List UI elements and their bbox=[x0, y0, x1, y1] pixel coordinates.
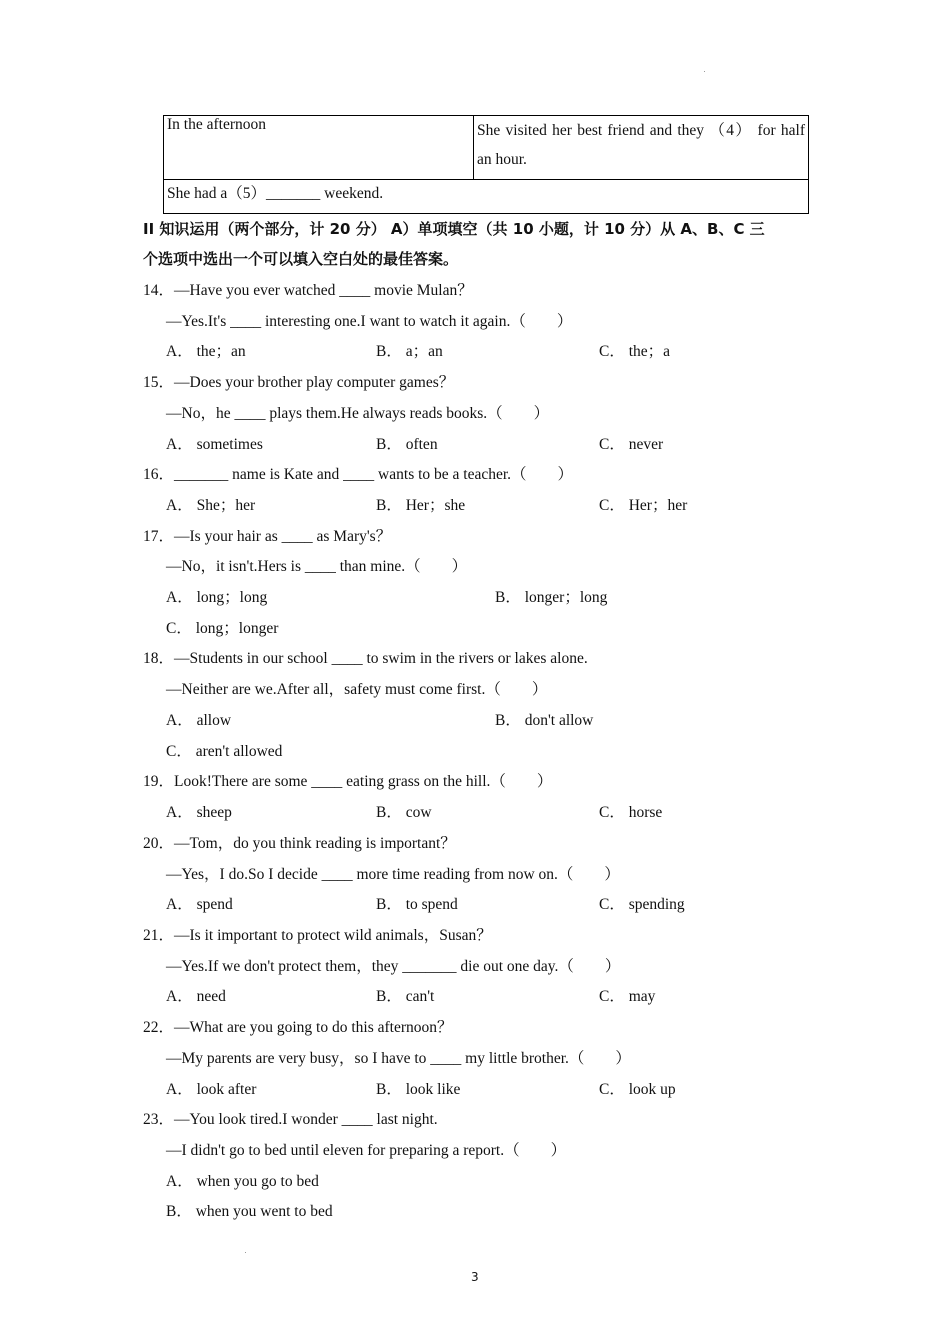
question-text: —Students in our school ____ to swim in the rivers or lakes alone. bbox=[174, 650, 588, 667]
option-b[interactable]: B． don't allow bbox=[495, 712, 594, 729]
option-a[interactable]: A． look after bbox=[166, 1081, 257, 1098]
question-15-stem bbox=[143, 370, 454, 392]
question-14-stem bbox=[143, 278, 473, 300]
option-b[interactable]: B． longer；long bbox=[495, 589, 608, 606]
section-heading-line1: II 知识运用（两个部分，计 20 分） A）单项填空（共 10 小题，计 10 分）从 A、B、C 三 bbox=[143, 220, 765, 238]
question-number: 17． bbox=[143, 528, 175, 545]
option-b[interactable]: B． a；an bbox=[376, 343, 443, 360]
question-23-stem bbox=[143, 1107, 438, 1129]
question-20-reply: —Yes，I do.So I decide ____ more time reading from now on.（ ） bbox=[166, 866, 620, 883]
option-b[interactable]: B． to spend bbox=[376, 896, 458, 913]
question-19-stem bbox=[143, 769, 552, 791]
option-a[interactable]: A． sheep bbox=[166, 804, 232, 821]
question-text: Look!There are some ____ eating grass on the hill.（ ） bbox=[174, 773, 553, 790]
question-number: 14． bbox=[143, 282, 175, 299]
question-22-reply: —My parents are very busy，so I have to ____ my little brother.（ ） bbox=[166, 1050, 631, 1067]
question-18-stem bbox=[143, 646, 588, 668]
question-15-reply: —No，he ____ plays them.He always reads books.（ ） bbox=[166, 405, 550, 422]
table-row bbox=[164, 180, 809, 214]
question-number: 20． bbox=[143, 835, 175, 852]
option-a[interactable]: A． allow bbox=[166, 712, 232, 729]
option-c[interactable]: C． aren't allowed bbox=[166, 743, 283, 760]
option-c[interactable]: C． the；a bbox=[599, 343, 671, 360]
option-a[interactable]: A． the；an bbox=[166, 343, 246, 360]
question-17-stem bbox=[143, 524, 391, 546]
question-text: —Have you ever watched ____ movie Mulan？ bbox=[174, 282, 473, 299]
option-a[interactable]: A． need bbox=[166, 988, 226, 1005]
option-c[interactable]: C． look up bbox=[599, 1081, 676, 1098]
question-number: 19． bbox=[143, 773, 175, 790]
question-18-reply: —Neither are we.After all，safety must come first.（ ） bbox=[166, 681, 548, 698]
bottom-dot bbox=[245, 1252, 246, 1253]
question-number: 15． bbox=[143, 374, 175, 391]
option-a[interactable]: A． long；long bbox=[166, 589, 268, 606]
table-cell-summary: She had a（5）_______ weekend. bbox=[164, 180, 809, 214]
question-text: —Is your hair as ____ as Mary's？ bbox=[174, 528, 392, 545]
question-21-stem bbox=[143, 923, 492, 945]
question-text: _______ name is Kate and ____ wants to be a teacher.（ ） bbox=[174, 466, 574, 483]
question-16-stem bbox=[143, 462, 573, 484]
question-22-stem bbox=[143, 1015, 453, 1037]
story-table bbox=[163, 115, 809, 214]
option-a[interactable]: A． sometimes bbox=[166, 436, 263, 453]
question-17-reply: —No，it isn't.Hers is ____ than mine.（ ） bbox=[166, 558, 468, 575]
question-number: 16． bbox=[143, 466, 175, 483]
question-text: —Is it important to protect wild animals，Susan？ bbox=[174, 927, 492, 944]
option-a[interactable]: A． She；her bbox=[166, 497, 256, 514]
option-b[interactable]: B． when you went to bed bbox=[166, 1203, 333, 1220]
table-cell-time: In the afternoon bbox=[164, 116, 474, 180]
section-heading-line2: 个选项中选出一个可以填入空白处的最佳答案。 bbox=[143, 250, 459, 268]
option-c[interactable]: C． long；longer bbox=[166, 620, 279, 637]
question-number: 23． bbox=[143, 1111, 175, 1128]
question-21-reply: —Yes.If we don't protect them，they _______ die out one day.（ ） bbox=[166, 958, 621, 975]
option-c[interactable]: C． Her；her bbox=[599, 497, 688, 514]
question-number: 18． bbox=[143, 650, 175, 667]
question-text: —You look tired.I wonder ____ last night. bbox=[174, 1111, 438, 1128]
option-b[interactable]: B． often bbox=[376, 436, 438, 453]
question-20-stem bbox=[143, 831, 456, 853]
option-b[interactable]: B． cow bbox=[376, 804, 432, 821]
option-b[interactable]: B． can't bbox=[376, 988, 435, 1005]
option-b[interactable]: B． look like bbox=[376, 1081, 461, 1098]
option-b[interactable]: B． Her；she bbox=[376, 497, 466, 514]
option-c[interactable]: C． spending bbox=[599, 896, 685, 913]
question-text: —Does your brother play computer games？ bbox=[174, 374, 455, 391]
question-text: —What are you going to do this afternoon？ bbox=[174, 1019, 453, 1036]
question-number: 21． bbox=[143, 927, 175, 944]
option-a[interactable]: A． spend bbox=[166, 896, 233, 913]
option-c[interactable]: C． horse bbox=[599, 804, 663, 821]
option-c[interactable]: C． never bbox=[599, 436, 664, 453]
option-a[interactable]: A． when you go to bed bbox=[166, 1173, 319, 1190]
top-dot bbox=[704, 71, 705, 72]
table-row bbox=[164, 116, 809, 180]
question-14-reply: —Yes.It's ____ interesting one.I want to watch it again.（ ） bbox=[166, 313, 573, 330]
page-number: 3 bbox=[471, 1270, 479, 1284]
question-text: —Tom，do you think reading is important？ bbox=[174, 835, 456, 852]
table-cell-activity: She visited her best friend and they （4） for half an hour. bbox=[474, 116, 809, 180]
question-number: 22． bbox=[143, 1019, 175, 1036]
option-c[interactable]: C． may bbox=[599, 988, 656, 1005]
question-23-reply: —I didn't go to bed until eleven for preparing a report.（ ） bbox=[166, 1142, 567, 1159]
